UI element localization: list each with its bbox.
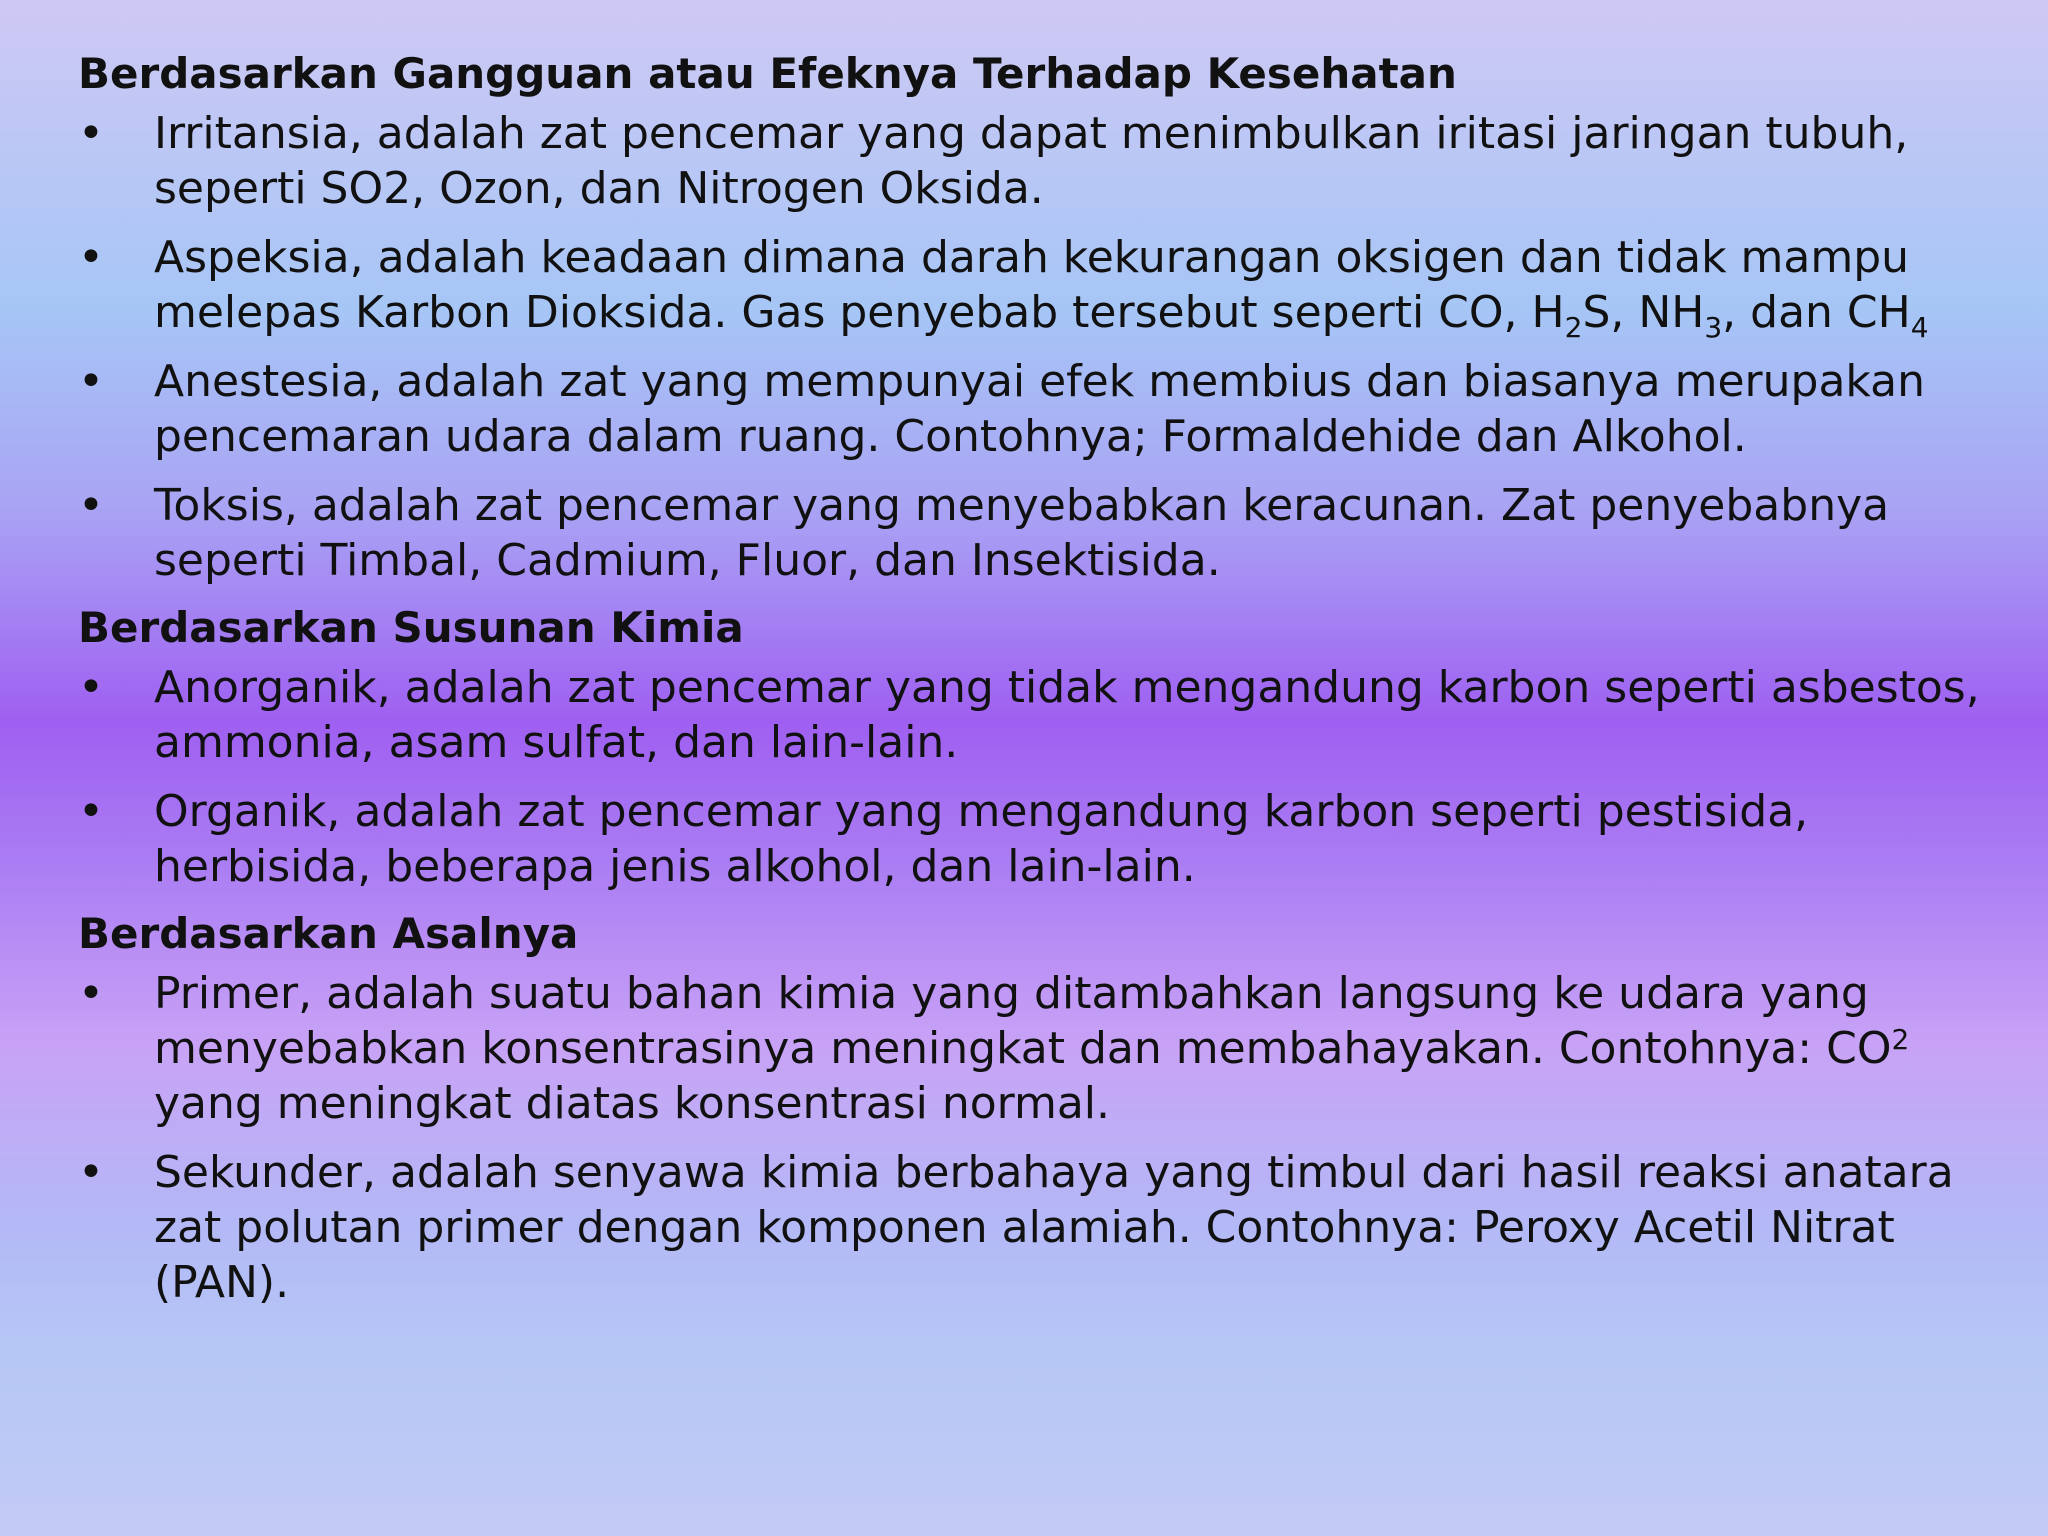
item-text: Toksis, adalah zat pencemar yang menyebabkan keracunan. Zat penyebabnya seperti Timbal, Cadmium, Fluor, dan Insektisida. [154,480,1890,586]
item-text: Organik, adalah zat pencemar yang mengandung karbon seperti pestisida, herbisida, beberapa jenis alkohol, dan lain-lain. [154,786,1809,892]
bullet-icon: • [78,662,104,713]
list-item [78,1145,1988,1310]
subscript: 4 [1910,311,1929,344]
list-item [78,354,1988,464]
section-chemical-composition [78,602,1988,894]
list-item [78,230,1988,344]
bullet-list [78,966,1988,1310]
item-text: Primer, adalah suatu bahan kimia yang ditambahkan langsung ke udara yang menyebabkan konsentrasinya meningkat dan membahayakan. Contohnya: $CO^2$ yang meningkat diatas konsentrasi normal. [154,968,1910,1129]
section-origin [78,908,1988,1310]
subscript: 2 [1564,311,1583,344]
superscript: 2 [1891,1023,1910,1056]
section-heading: Berdasarkan Susunan Kimia [78,603,744,652]
item-text: Anorganik, adalah zat pencemar yang tidak mengandung karbon seperti asbestos, ammonia, asam sulfat, dan lain-lain. [154,662,1980,768]
list-item [78,784,1988,894]
list-item [78,106,1988,216]
section-heading: Berdasarkan Gangguan atau Efeknya Terhadap Kesehatan [78,49,1457,98]
section-health-effects [78,48,1988,588]
item-text: Sekunder, adalah senyawa kimia berbahaya yang timbul dari hasil reaksi anatara zat polutan primer dengan komponen alamiah. Contohnya: Peroxy Acetil Nitrat (PAN). [154,1147,1954,1308]
bullet-icon: • [78,968,104,1019]
subscript: 3 [1704,311,1723,344]
bullet-list [78,106,1988,588]
bullet-icon: • [78,108,104,159]
item-text: Aspeksia, adalah keadaan dimana darah kekurangan oksigen dan tidak mampu melepas Karbon Dioksida. Gas penyebab tersebut seperti CO, $H_2S$, $NH_3$, dan $CH_4$ [154,232,1929,344]
bullet-icon: • [78,356,104,407]
bullet-icon: • [78,1147,104,1198]
bullet-icon: • [78,786,104,837]
slide-content [78,48,1988,1324]
list-item [78,478,1988,588]
bullet-list [78,660,1988,894]
list-item [78,966,1988,1131]
list-item [78,660,1988,770]
bullet-icon: • [78,480,104,531]
bullet-icon: • [78,232,104,283]
item-text: Irritansia, adalah zat pencemar yang dapat menimbulkan iritasi jaringan tubuh, seperti SO2, Ozon, dan Nitrogen Oksida. [154,108,1909,214]
item-text: Anestesia, adalah zat yang mempunyai efek membius dan biasanya merupakan pencemaran udara dalam ruang. Contohnya; Formaldehide dan Alkohol. [154,356,1925,462]
section-heading: Berdasarkan Asalnya [78,909,579,958]
